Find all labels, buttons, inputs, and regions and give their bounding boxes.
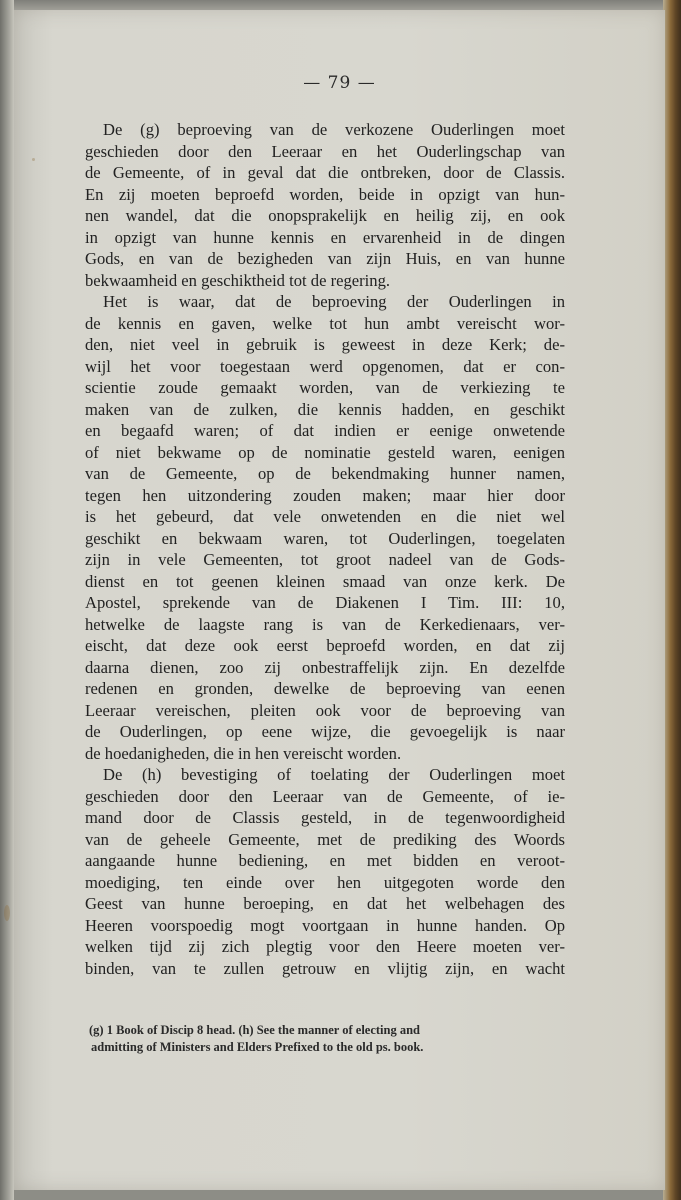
text-line: van de geheele Gemeente, met de prediking des Woords bbox=[85, 829, 565, 849]
text-line: Geest van hunne beroeping, en dat het welbehagen des bbox=[85, 894, 565, 913]
text-line: redenen en gronden, dewelke de beproeving van eenen bbox=[85, 679, 565, 698]
text-line: Gods, en van de bezigheden van zijn Huis, en van hunne bbox=[85, 249, 565, 268]
text-line: de kennis en gaven, welke tot hun ambt vereischt wor- bbox=[85, 313, 565, 333]
book-page bbox=[14, 10, 665, 1190]
text-line: Apostel, sprekende van de Diakenen I Tim. III: 10, bbox=[85, 593, 565, 612]
footnotes bbox=[89, 1022, 569, 1056]
text-line: geschikt en bekwaam waren, tot Ouderlingen, toegelaten bbox=[85, 528, 565, 548]
text-line: in opzigt van hunne kennis en ervarenheid in de dingen bbox=[85, 227, 565, 247]
text-line: en begaafd waren; of dat indien er eenige onwetende bbox=[85, 421, 565, 440]
text-line: zijn in vele Gemeenten, tot groot nadeel van de Gods- bbox=[85, 550, 565, 569]
text-line: nen wandel, dat die onopsprakelijk en heilig zij, en ook bbox=[85, 206, 565, 225]
text-line: Het is waar, dat de beproeving der Ouderlingen in bbox=[103, 292, 565, 311]
text-line: geschieden door den Leeraar en het Ouderlingschap van bbox=[85, 141, 565, 161]
footnote-line: admitting of Ministers and Elders Prefixed to the old ps. book. bbox=[91, 1040, 424, 1054]
text-line: wijl het voor toegestaan werd opgenomen, dat er con- bbox=[85, 356, 565, 376]
body-text bbox=[85, 119, 565, 979]
text-line: geschieden door den Leeraar van de Gemeente, of ie- bbox=[85, 786, 565, 806]
text-line: aangaande hunne bediening, en met bidden en veroot- bbox=[85, 851, 565, 870]
scan-background-top bbox=[0, 0, 681, 10]
text-line: scientie zoude gemaakt worden, van de verkiezing te bbox=[85, 378, 565, 397]
book-cover-edge bbox=[663, 0, 681, 1200]
text-line: tegen hen uitzondering zouden maken; maar hier door bbox=[85, 485, 565, 505]
book-spine-edge bbox=[0, 0, 14, 1200]
text-line: Leeraar vereischen, pleiten ook voor de beproeving van bbox=[85, 700, 565, 720]
text-line: of niet bekwame op de nominatie gesteld waren, eenigen bbox=[85, 442, 565, 462]
text-line: De (g) beproeving van de verkozene Ouderlingen moet bbox=[103, 120, 565, 139]
text-line: dienst en tot geenen kleinen smaad van onze kerk. De bbox=[85, 571, 565, 591]
page-stain bbox=[32, 158, 35, 161]
text-line: de hoedanigheden, die in hen vereischt worden. bbox=[85, 743, 402, 763]
text-line: binden, van te zullen getrouw en vlijtig zijn, en wacht bbox=[85, 958, 565, 978]
text-line: daarna dienen, zoo zij onbestraffelijk zijn. En dezelfde bbox=[85, 657, 565, 677]
text-line: maken van de zulken, die kennis hadden, en geschikt bbox=[85, 399, 565, 419]
text-line: En zij moeten beproefd worden, beide in opzigt van hun- bbox=[85, 184, 565, 204]
text-line: den, niet veel in gebruik is geweest in deze Kerk; de- bbox=[85, 335, 565, 354]
page-stain bbox=[4, 905, 10, 921]
text-line: hetwelke de laagste rang is van de Kerkedienaars, ver- bbox=[85, 614, 565, 634]
text-line: moediging, ten einde over hen uitgegoten worde den bbox=[85, 872, 565, 892]
text-line: eischt, dat deze ook eerst beproefd worden, en dat zij bbox=[85, 636, 565, 655]
text-line: bekwaamheid en geschiktheid tot de regering. bbox=[85, 270, 391, 290]
footnote-line: (g) 1 Book of Discip 8 head. (h) See the manner of electing and bbox=[89, 1023, 421, 1037]
text-line: welken tijd zij zich plegtig voor den Heere moeten ver- bbox=[85, 937, 565, 956]
text-line: mand door de Classis gesteld, in de tegenwoordigheid bbox=[85, 808, 565, 827]
text-line: de Ouderlingen, op eene wijze, die gevoegelijk is naar bbox=[85, 722, 565, 741]
text-line: de Gemeente, of in geval dat die ontbreken, door de Classis. bbox=[85, 163, 565, 182]
text-line: is het gebeurd, dat vele onwetenden en die niet wel bbox=[85, 507, 565, 526]
page-number: — 79 — bbox=[303, 73, 376, 93]
text-line: De (h) bevestiging of toelating der Ouderlingen moet bbox=[103, 765, 565, 784]
text-line: van de Gemeente, op de bekendmaking hunner namen, bbox=[85, 464, 565, 483]
text-line: Heeren voorspoedig mogt voortgaan in hunne handen. Op bbox=[85, 915, 565, 935]
